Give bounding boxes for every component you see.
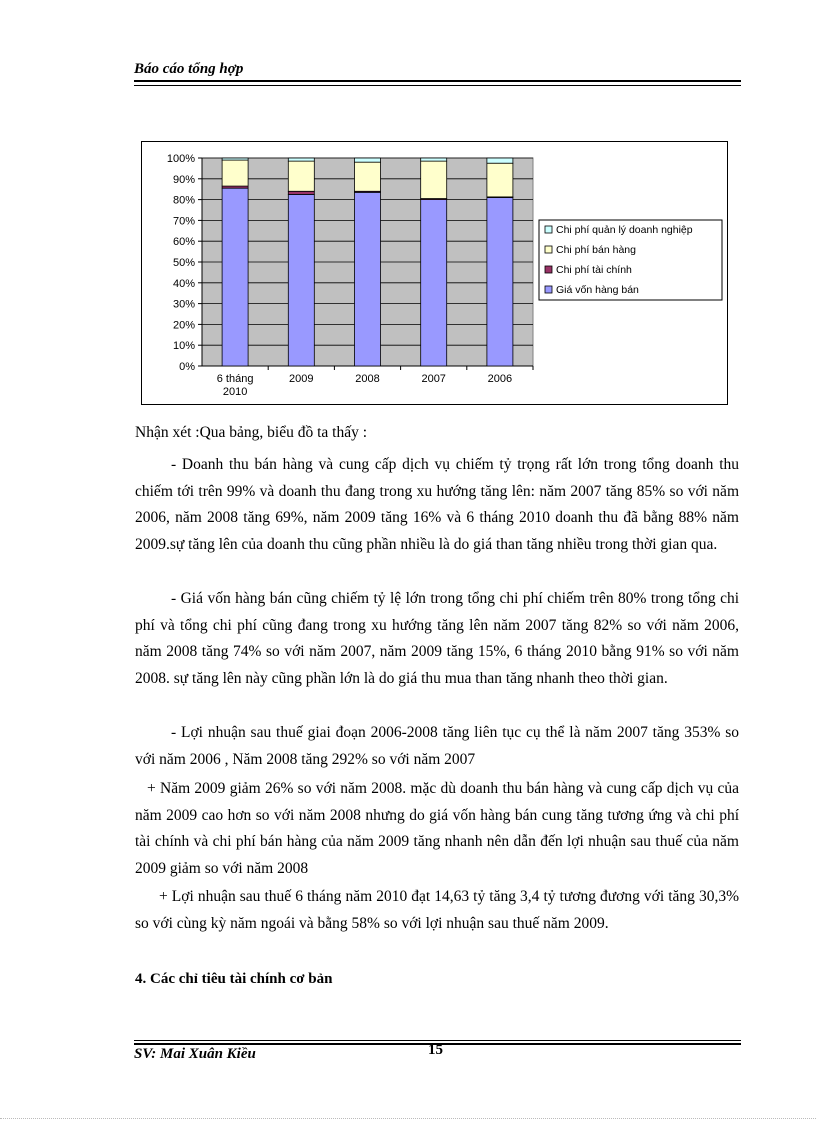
x-tick-label: 2006 [487, 373, 513, 385]
bar-segment [288, 158, 314, 161]
y-tick-label: 50% [172, 257, 195, 269]
bar-segment [487, 163, 513, 197]
bar-segment [355, 192, 381, 366]
y-tick-label: 0% [179, 361, 195, 373]
y-tick-label: 10% [172, 340, 195, 353]
paragraph-cost-of-goods: - Giá vốn hàng bán cũng chiếm tỷ lệ lớn trong tổng chi phí chiếm trên 80% trong tổng chi phí và tổng chi phí cũng đang trong xu hướng tăng lên năm 2007 tăng 82% so với năm 2006, năm 2008 tăng 74% so với năm 2007, năm 2009 tăng 15%, 6 tháng 2010 bằng 91% so với năm 2008. sự tăng lên này cũng phần lớn là do giá thu mua than tăng nhanh theo thời gian. [135, 590, 739, 687]
bar-segment [288, 194, 314, 366]
legend-swatch [545, 226, 552, 233]
legend-label: Chi phí bán hàng [556, 244, 636, 256]
y-tick-label: 70% [172, 215, 195, 228]
header-rule-thin [134, 85, 741, 86]
paragraph-profit: - Lợi nhuận sau thuế giai đoạn 2006-2008 tăng liên tục cụ thể là năm 2007 tăng 353% so với năm 2006 , Năm 2008 tăng 292% so với năm 2007 [135, 724, 739, 768]
chart-svg [142, 142, 727, 404]
legend-swatch [545, 266, 552, 273]
bar-segment [355, 158, 381, 162]
bar-segment [421, 161, 447, 198]
bar-segment [487, 198, 513, 366]
footer-student-name: SV: Mai Xuân Kiều [134, 1046, 256, 1062]
y-tick-label: 80% [172, 194, 195, 207]
bar-segment [421, 200, 447, 366]
legend-label: Chi phí tài chính [556, 264, 632, 276]
legend-label: Chi phí quản lý doanh nghiệp [556, 224, 693, 236]
bar-segment [222, 160, 248, 186]
paragraph-2009: + Năm 2009 giảm 26% so với năm 2008. mặc dù doanh thu bán hàng và cung cấp dịch vụ của năm 2009 cao hơn so với năm 2008 nhưng do giá vốn hàng bán cung tăng tương ứng và chi phí tài chính và chi phí bán hàng của năm 2009 tăng nhanh nên dẫn đến lợi nhuận sau thuế của năm 2009 giảm so với năm 2008 [135, 780, 739, 877]
section-heading: 4. Các chỉ tiêu tài chính cơ bản [135, 971, 333, 987]
legend-swatch [545, 246, 552, 253]
y-tick-label: 40% [172, 277, 195, 290]
page-number: 15 [428, 1042, 443, 1058]
x-tick-label: 6 tháng 2010 [216, 373, 254, 398]
paragraph-revenue: - Doanh thu bán hàng và cung cấp dịch vụ chiếm tỷ trọng rất lớn trong tổng doanh thu chiếm tới trên 99% và doanh thu đang trong xu hướng tăng lên: năm 2007 tăng 85% so với năm 2006, năm 2008 tăng 69%, năm 2009 tăng 16% và 6 tháng 2010 doanh thu đã bằng 88% năm 2009.sự tăng lên của doanh thu cũng phần nhiều là do giá than tăng nhiều trong thời gian qua. [135, 456, 739, 553]
cost-structure-chart [141, 141, 728, 405]
y-tick-label: 30% [172, 298, 195, 311]
intro-text: Nhận xét :Qua bảng, biểu đồ ta thấy : [135, 424, 368, 441]
x-tick-label: 2009 [289, 373, 314, 385]
bar-segment [222, 158, 248, 160]
bar-segment [222, 188, 248, 366]
x-tick-label: 2008 [355, 373, 380, 385]
paragraph-2010: + Lợi nhuận sau thuế 6 tháng năm 2010 đạt 14,63 tỷ tăng 3,4 tỷ tương đương với tăng 30,3% so với cùng kỳ năm ngoái và bằng 58% so với lợi nhuận sau thuế năm 2009. [135, 888, 739, 932]
bar-segment [288, 191, 314, 194]
x-tick-label: 2007 [421, 373, 446, 385]
legend-label: Giá vốn hàng bán [556, 284, 639, 296]
legend-swatch [545, 286, 552, 293]
y-tick-label: 20% [172, 319, 195, 332]
bar-segment [421, 158, 447, 161]
bar-segment [487, 158, 513, 163]
header-title: Báo cáo tổng hợp [134, 61, 244, 77]
footer-rule-thin [134, 1040, 741, 1041]
y-tick-label: 60% [172, 236, 195, 249]
y-tick-label: 100% [166, 153, 195, 165]
bar-segment [288, 161, 314, 191]
header-rule-thick [134, 80, 741, 82]
bar-segment [355, 162, 381, 191]
bottom-border [0, 1118, 816, 1119]
y-tick-label: 90% [172, 173, 195, 186]
